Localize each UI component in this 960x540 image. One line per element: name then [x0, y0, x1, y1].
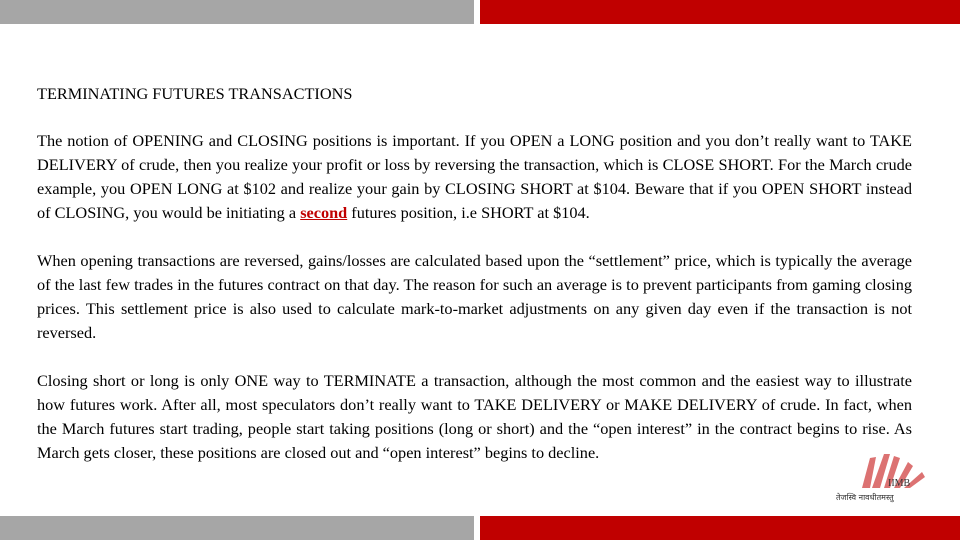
paragraph-3: Closing short or long is only ONE way to TERMINATE a transaction, although the most common and the easiest way to illustrate how futures work. After all, most speculators don’t really want to TAKE DELIVERY or MAKE DELIVERY of crude. In fact, when the March futures start trading, people start taking positions (long or short) and the “open interest” in the contract begins to rise. As March gets closer, these positions are closed out and “open interest” begins to decline.	[37, 371, 912, 462]
bottom-bar-red	[480, 516, 960, 540]
paragraph-1	[37, 129, 912, 225]
paragraph-1-text-before: The notion of OPENING and CLOSING positions is important. If you OPEN a LONG position and you don’t really want to TAKE DELIVERY of crude, then you realize your profit or loss by reversing the transaction, which is CLOSE SHORT. For the March crude example, you OPEN LONG at $102 and realize your gain by CLOSING SHORT at $104. Beware that if you OPEN SHORT instead of CLOSING, you would be initiating a	[37, 131, 912, 222]
top-bar-gray	[0, 0, 474, 24]
paragraph-1-text-after: futures position, i.e SHORT at $104.	[347, 203, 590, 222]
logo-motto: तेजस्वि नावधीतमस्तु	[836, 493, 894, 502]
emphasis-second: second	[300, 203, 348, 222]
slide-content	[37, 82, 912, 465]
bottom-bar-gray	[0, 516, 474, 540]
logo-name: IIMB	[888, 478, 911, 489]
top-bar-red	[480, 0, 960, 24]
slide-title: TERMINATING FUTURES TRANSACTIONS	[37, 84, 353, 103]
paragraph-2: When opening transactions are reversed, gains/losses are calculated based upon the “settlement” price, which is typically the average of the last few trades in the futures contract on that day. The reason for such an average is to prevent participants from gaming closing prices. This settlement price is also used to calculate mark-to-market adjustments on any given day even if the transaction is not reversed.	[37, 251, 912, 342]
institute-logo	[832, 448, 944, 506]
logo-icon	[832, 448, 944, 506]
